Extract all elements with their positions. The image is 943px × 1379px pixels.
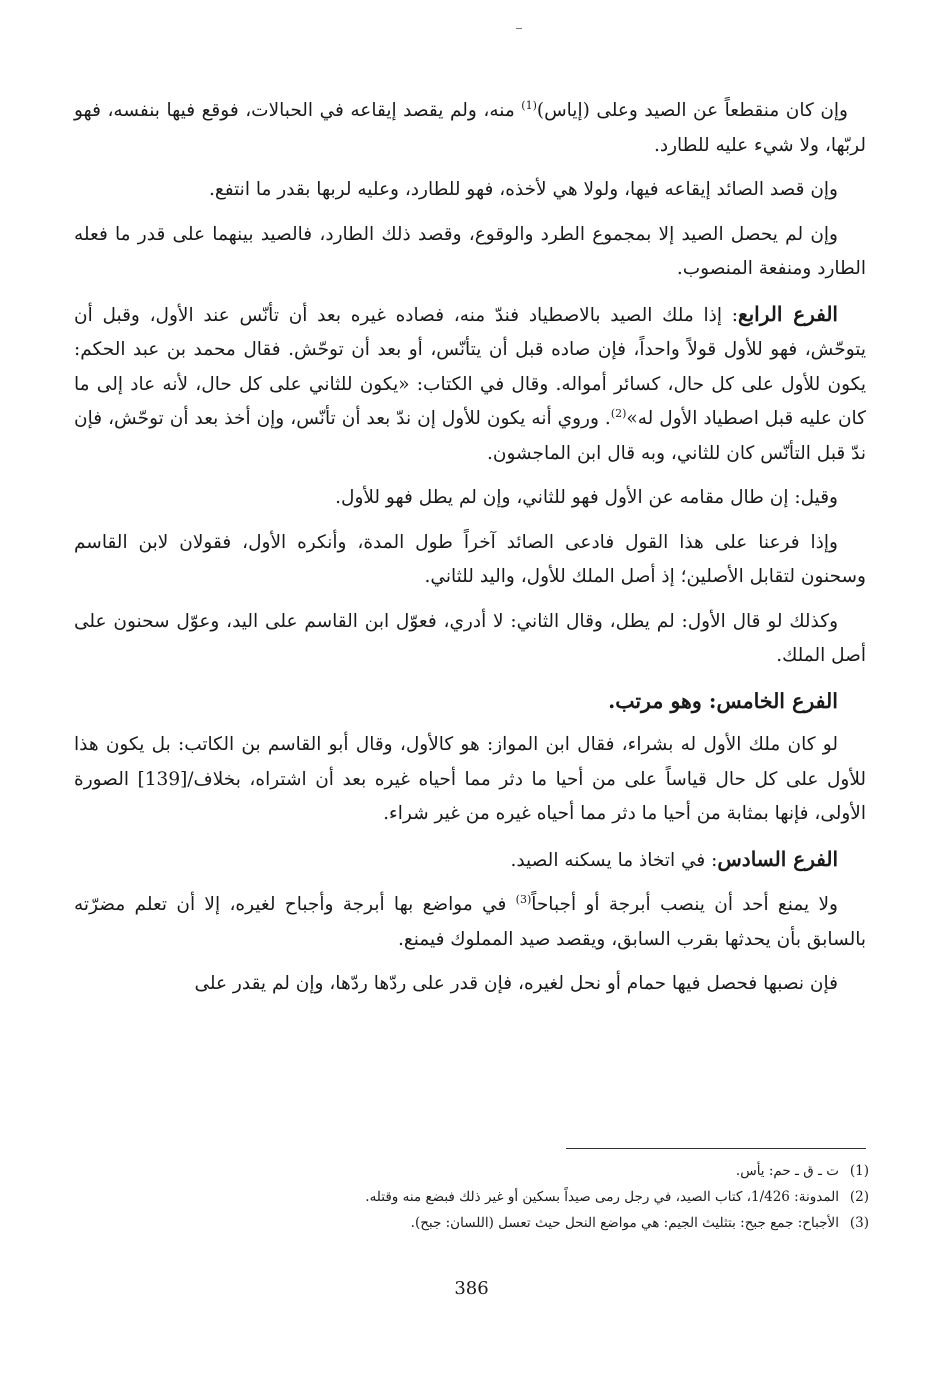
paragraph-text: : في اتخاذ ما يسكنه الصيد. <box>510 849 718 871</box>
footnote-number: (3) <box>849 1215 869 1231</box>
footnote <box>74 1158 869 1184</box>
footnote-ref[interactable]: (3) <box>515 892 532 906</box>
footnote-text: ت ـ ق ـ حم: يأس. <box>735 1163 839 1179</box>
footnote <box>74 1184 869 1210</box>
footnote-number: (1) <box>849 1163 869 1179</box>
section-heading-5: الفرع الخامس: وهو مرتب. <box>608 688 838 713</box>
paragraph <box>74 297 866 472</box>
paragraph: لو كان ملك الأول له بشراء، فقال ابن المواز: هو كالأول، وقال أبو القاسم بن الكاتب: بل يكون هذا للأول على كل حال قياساً على من أحيا ما دثر مما أحياه غيره بعد أن اشتراه، بخلاف/[139] الصورة الأولى، فإنها بمثابة من أحيا ما دثر مما أحياه غيره من غير شراء. <box>74 734 866 824</box>
footnote-ref[interactable]: (2) <box>610 406 627 420</box>
paragraph: وإذا فرعنا على هذا القول فادعى الصائد آخراً طول المدة، وأنكره الأول، فقولان لابن القاسم وسحنون لتقابل الأصلين؛ إذ أصل الملك للأول، واليد للثاني. <box>74 531 866 587</box>
paragraph <box>74 842 866 879</box>
paragraph: وإن لم يحصل الصيد إلا بمجموع الطرد والوقوع، وقصد ذلك الطارد، فالصيد بينهما على قدر ما فعله الطارد ومنفعة المنصوب. <box>74 223 866 279</box>
paragraph-text: في مواضع بها أبرجة وأجباح لغيره، إلا أن تعلم مضرّته بالسابق بأن يحدثها بقرب السابق، ويقصد صيد المملوك فيمنع. <box>74 894 866 950</box>
paragraph: وكذلك لو قال الأول: لم يطل، وقال الثاني: لا أدري، فعوّل ابن القاسم على اليد، وعوّل سحنون على أصل الملك. <box>74 610 866 666</box>
paragraph: وقيل: إن طال مقامه عن الأول فهو للثاني، وإن لم يطل فهو للأول. <box>335 487 838 508</box>
main-text <box>74 94 866 1012</box>
paragraph-text: : إذا ملك الصيد بالاصطياد فندّ منه، فصاده غيره بعد أن تأنّس عند الأول، وقبل أن يتوحّش، فهو للأول قولاً واحداً، فإن صاده قبل أن يتأنّس، أو بعد أن توحّش. فقال محمد بن عبد الحكم: يكون للأول على كل حال، كسائر أمواله. وقال في الكتاب: «يكون للثاني على كل حال، لأنه عاد إلى ما كان عليه قبل اصطياد الأول له» <box>74 304 866 429</box>
page-number: 386 <box>454 1278 489 1299</box>
paragraph <box>74 888 866 957</box>
section-heading-4: الفرع الرابع <box>737 301 838 326</box>
footnote-text: الأجباح: جمع جبح: بتثليث الجيم: هي مواضع النحل حيث تعسل (اللسان: جبح). <box>410 1215 839 1231</box>
footnote-text: المدونة: 1/426، كتاب الصيد، في رجل رمى صيداً بسكين أو غير ذلك فبضع منه وقتله. <box>365 1189 839 1205</box>
paragraph-text: . وروي أنه يكون للأول إن ندّ بعد أن تأنّس، وإن أخذ بعد أن توحّش، فإن ندّ قبل التأنّس كان للثاني، وبه قال ابن الماجشون. <box>74 408 866 464</box>
paragraph <box>74 94 866 163</box>
paragraph-text: وإن كان منقطعاً عن الصيد وعلى (إياس) <box>536 100 848 121</box>
footnote <box>74 1210 869 1236</box>
footnotes <box>74 1158 869 1236</box>
paragraph: وإن قصد الصائد إيقاعه فيها، ولولا هي لأخذه، فهو للطارد، وعليه لربها بقدر ما انتفع. <box>209 179 838 200</box>
paragraph-text: ولا يمنع أحد أن ينصب أبرجة أو أجباحاً <box>531 894 838 915</box>
paragraph-text: منه، ولم يقصد إيقاعه في الحبالات، فوقع فيها بنفسه، فهو لربّها، ولا شيء عليه للطارد. <box>74 100 866 156</box>
footnote-number: (2) <box>849 1189 869 1205</box>
footnote-ref[interactable]: (1) <box>521 98 537 112</box>
top-mark <box>516 28 522 29</box>
footnote-divider <box>566 1148 866 1149</box>
paragraph: فإن نصبها فحصل فيها حمام أو نحل لغيره، فإن قدر على ردّها ردّها، وإن لم يقدر على <box>194 973 838 994</box>
section-heading-6: الفرع السادس <box>717 846 838 871</box>
